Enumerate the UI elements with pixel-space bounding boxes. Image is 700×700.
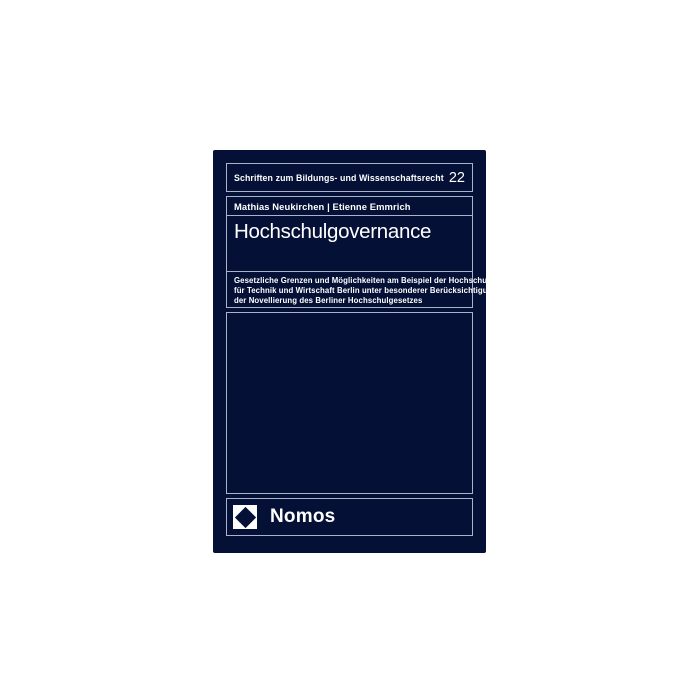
series-box [226,163,473,192]
diamond-icon [234,506,255,527]
publisher-name: Nomos [270,506,336,527]
subtitle-line: der Novellierung des Berliner Hochschulgesetzes [234,296,423,305]
publisher-box [226,498,473,536]
author-names: Mathias Neukirchen | Etienne Emmrich [234,200,411,212]
series-title: Schriften zum Bildungs- und Wissenschaftsrecht [234,172,444,183]
book-cover [213,150,498,553]
subtitle-line: für Technik und Wirtschaft Berlin unter besonderer Berücksichtigung [234,286,498,295]
subtitle-area [227,272,498,306]
author-row [227,197,472,216]
nomos-logo-icon [233,505,257,529]
title-box [226,196,498,308]
title-area [227,216,472,272]
subtitle-line: Gesetzliche Grenzen und Möglichkeiten am Beispiel der Hochschule [234,276,494,285]
book-title: Hochschulgovernance [234,220,432,243]
empty-body-box [226,312,473,494]
series-number: 22 [448,169,465,186]
